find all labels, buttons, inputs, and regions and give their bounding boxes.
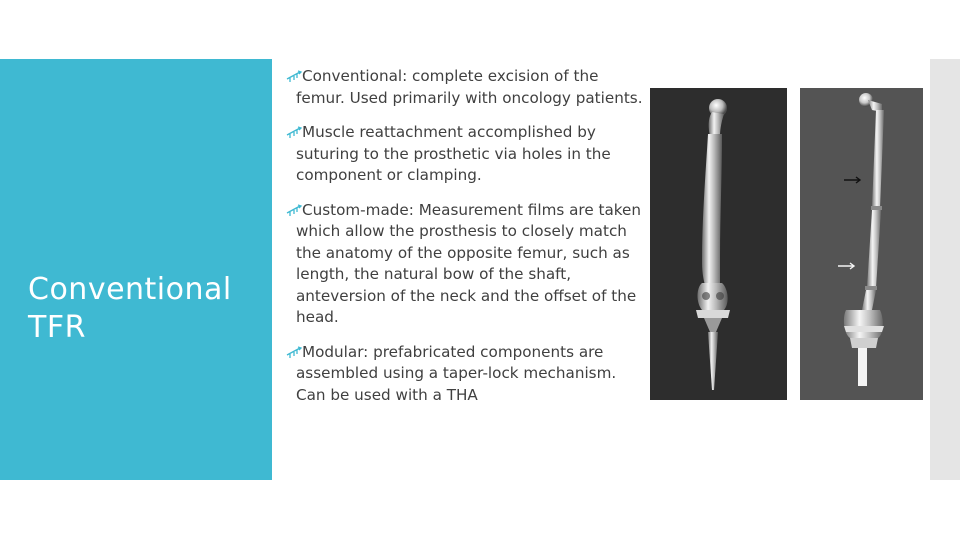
feather-arrow-icon (285, 66, 303, 87)
feather-arrow-icon (285, 122, 303, 143)
modular-femur-prosthesis-photo (800, 88, 923, 400)
bullet-text: Modular: prefabricated components are assembled using a taper-lock mechanism. Can be used with a THA (296, 342, 617, 404)
bullet-text: Muscle reattachment accomplished by suturing to the prosthetic via holes in the component or clamping. (296, 123, 611, 184)
custom-femur-prosthesis-photo (650, 88, 787, 400)
bullet-item (283, 200, 645, 329)
bullet-text: Conventional: complete excision of the femur. Used primarily with oncology patients. (296, 67, 643, 107)
feather-arrow-icon (285, 342, 303, 363)
bullet-item (283, 66, 645, 109)
bullet-item (283, 342, 645, 407)
bullet-text: Custom-made: Measurement films are taken which allow the prosthesis to closely match the anatomy of the opposite femur, such as length, the natural bow of the shaft, anteversion of the neck and the offset of the head. (296, 200, 641, 326)
title-panel (0, 59, 272, 480)
slide-title: Conventional TFR (28, 272, 232, 345)
bullet-list (283, 66, 645, 419)
feather-arrow-icon (285, 200, 303, 221)
bullet-item (283, 122, 645, 187)
side-strip (930, 59, 960, 480)
